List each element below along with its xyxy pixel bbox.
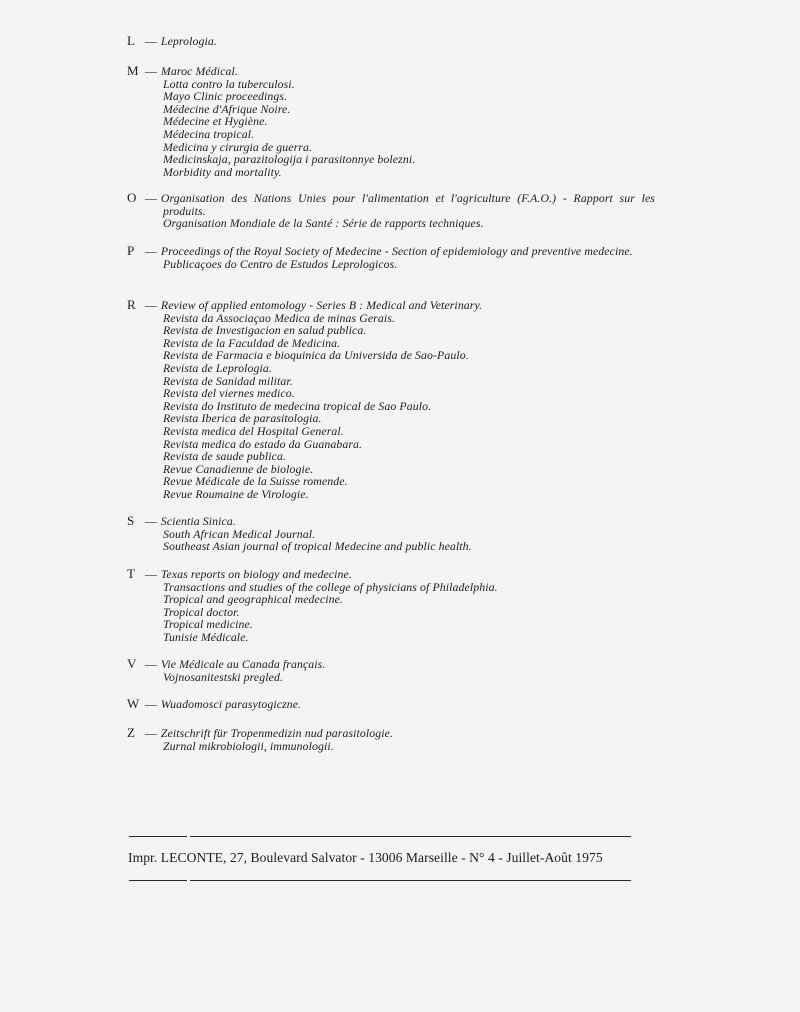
- journal-title: Transactions and studies of the college of physicians of Philadelphia.: [163, 579, 498, 594]
- journal-title: Texas reports on biology and medecine.: [160, 567, 352, 581]
- journal-title: Revista de la Faculdad de Medicina.: [163, 335, 341, 350]
- index-group-w: [127, 698, 637, 711]
- journal-title: Medicina y cirurgia de guerra.: [163, 139, 313, 154]
- index-letter: L: [127, 33, 135, 48]
- journal-title: Revista Iberica de parasitologia.: [163, 411, 322, 426]
- index-group-v: [127, 658, 637, 683]
- journal-title: Mayo Clinic proceedings.: [163, 89, 288, 104]
- journal-title: Zeitschrift für Tropenmedizin nud parasitologie.: [160, 726, 394, 740]
- journal-entry: [145, 698, 637, 711]
- index-entries: [145, 514, 637, 554]
- journal-entry: [163, 258, 655, 271]
- journal-entry: [163, 217, 655, 230]
- index-group-o: [127, 190, 655, 231]
- index-entries: [145, 34, 637, 48]
- journal-title: Revista da Associaçao Medica de minas Gerais.: [163, 310, 395, 325]
- index-letter: P: [127, 243, 135, 258]
- journal-title: Médecina tropical.: [163, 126, 255, 141]
- index-group-z: [127, 727, 637, 752]
- journal-title: Medicinskaja, parazitologija i parasitonnye bolezni.: [163, 152, 416, 167]
- index-entries: [145, 726, 637, 753]
- journal-title: Organisation des Nations Unies pour l'alimentation et l'agriculture (F.A.O.) - Rapport sur les produits.: [160, 191, 655, 218]
- journal-title: Tropical medicine.: [163, 617, 253, 632]
- index-group-m: [127, 65, 637, 178]
- footer-imprint: Impr. LECONTE, 27, Boulevard Salvator - 13006 Marseille - N° 4 - Juillet-Août 1975: [128, 850, 603, 865]
- journal-title: Tropical and geographical medecine.: [163, 592, 343, 607]
- index-letter: S: [127, 513, 135, 528]
- index-letter: M: [127, 63, 139, 78]
- em-dash: —: [145, 298, 157, 312]
- index-letter: V: [127, 656, 137, 671]
- journal-title: Revista medica do estado da Guanabara.: [163, 436, 363, 451]
- journal-title: Vie Médicale au Canada français.: [160, 657, 326, 671]
- journal-title: Revue Roumaine de Virologie.: [163, 486, 309, 501]
- journal-title: Revista medica del Hospital General.: [163, 423, 344, 438]
- journal-title: Wuadomosci parasytogiczne.: [160, 697, 302, 711]
- journal-title: Leprologia.: [160, 34, 217, 48]
- index-entries: [145, 567, 637, 644]
- index-letter: Z: [127, 725, 135, 740]
- journal-title: Médecine et Hygiène.: [163, 114, 268, 129]
- journal-entry: [163, 488, 637, 501]
- index-letter: W: [127, 696, 140, 711]
- index-group-s: [127, 515, 637, 553]
- journal-title: Maroc Médical.: [160, 64, 238, 78]
- index-group-l: [127, 35, 637, 48]
- journal-title: Morbidity and mortality.: [163, 164, 282, 179]
- index-entries: [145, 244, 655, 271]
- em-dash: —: [145, 64, 157, 78]
- index-entries: [145, 298, 637, 501]
- journal-title: Proceedings of the Royal Society of Medecine - Section of epidemiology and preventive medecine.: [160, 244, 633, 258]
- journal-entry: [163, 631, 637, 644]
- journal-title: Publicaçoes do Centro de Estudos Leprologicos.: [163, 256, 398, 271]
- journal-title: Revista de Farmacia e bioquinica da Universida de Sao-Paulo.: [163, 348, 469, 363]
- journal-entry: [145, 192, 655, 217]
- em-dash: —: [145, 191, 157, 205]
- em-dash: —: [145, 697, 157, 711]
- index-letter: R: [127, 297, 136, 312]
- journal-title: Revue Canadienne de biologie.: [163, 461, 314, 476]
- index-group-p: [127, 245, 637, 270]
- index-group-r: [127, 299, 637, 501]
- index-group-t: [127, 568, 637, 644]
- journal-title: South African Medical Journal.: [163, 526, 316, 541]
- journal-title: Lotta contro la tuberculosi.: [163, 76, 295, 91]
- journal-entry: [163, 166, 637, 179]
- journal-title: Revista de saude publica.: [163, 449, 287, 464]
- em-dash: —: [145, 514, 157, 528]
- em-dash: —: [145, 34, 157, 48]
- journal-title: Revista de Investigacion en salud publica.: [163, 323, 367, 338]
- journal-title: Zurnal mikrobiologii, immunologii.: [163, 738, 334, 753]
- index-entries: [145, 64, 637, 179]
- journal-title: Revue Médicale de la Suisse romende.: [163, 474, 348, 489]
- index-letter: T: [127, 566, 135, 581]
- journal-entry: [163, 540, 637, 553]
- journal-title: Organisation Mondiale de la Santé : Série de rapports techniques.: [163, 216, 484, 231]
- em-dash: —: [145, 244, 157, 258]
- footer-rule-bottom: [129, 880, 631, 881]
- journal-title: Tropical doctor.: [163, 604, 240, 619]
- journal-title: Revista do Instituto de medecina tropical de Sao Paulo.: [163, 398, 432, 413]
- footer-rule-top: [129, 836, 631, 837]
- journal-entry: [163, 740, 637, 753]
- journal-title: Médecine d'Afrique Noire.: [163, 101, 291, 116]
- index-entries: [145, 657, 637, 684]
- journal-entry: [145, 35, 637, 48]
- index-entries: [145, 697, 637, 711]
- em-dash: —: [145, 657, 157, 671]
- journal-entry: [163, 671, 637, 684]
- journal-title: Review of applied entomology - Series B : Medical and Veterinary.: [160, 298, 483, 312]
- journal-title: Revista de Leprologia.: [163, 360, 272, 375]
- index-letter: O: [127, 190, 137, 205]
- journal-title: Revista del viernes medico.: [163, 386, 295, 401]
- journal-title: Scientia Sinica.: [160, 514, 236, 528]
- journal-title: Vojnosanitestski pregled.: [163, 669, 284, 684]
- em-dash: —: [145, 726, 157, 740]
- index-entries: [145, 191, 655, 231]
- journal-title: Southeast Asian journal of tropical Medecine and public health.: [163, 539, 472, 554]
- journal-title: Revista de Sanidad militar.: [163, 373, 293, 388]
- journal-title: Tunisie Médicale.: [163, 629, 249, 644]
- em-dash: —: [145, 567, 157, 581]
